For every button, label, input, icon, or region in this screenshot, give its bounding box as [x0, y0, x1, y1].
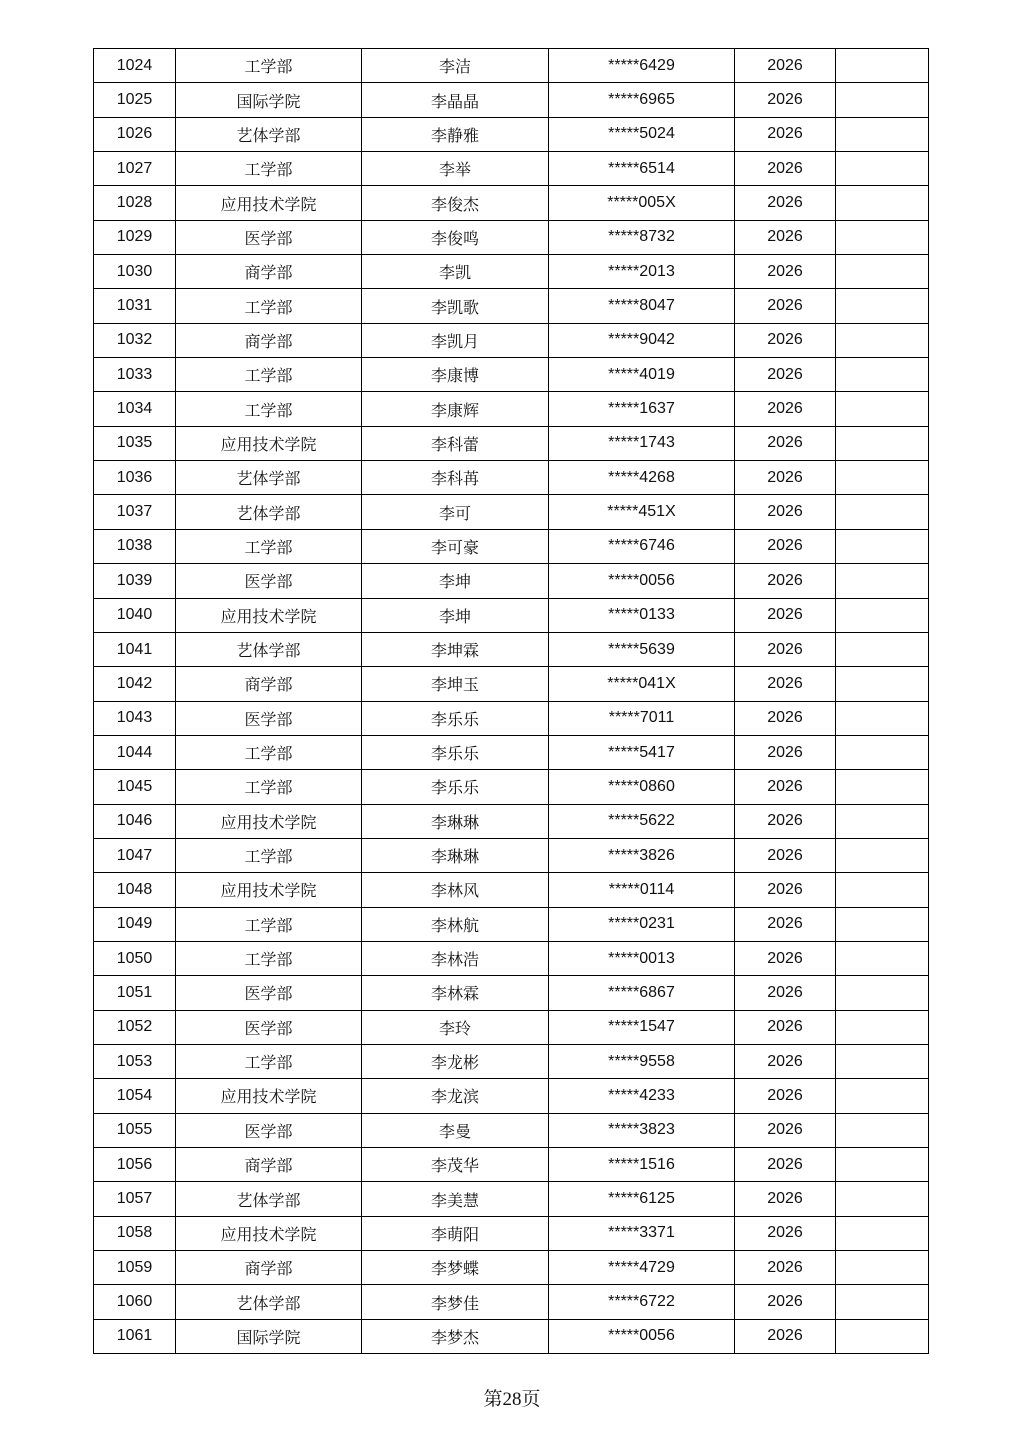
id-number-cell: *****3826 [549, 838, 735, 872]
year-cell: 2026 [735, 461, 836, 495]
id-number-cell: *****451X [549, 495, 735, 529]
student-name-cell: 李琳琳 [362, 804, 549, 838]
id-number-cell: *****7011 [549, 701, 735, 735]
student-name-cell: 李林风 [362, 873, 549, 907]
department-cell: 医学部 [176, 1010, 362, 1044]
row-number: 1024 [94, 49, 176, 83]
remarks-cell [836, 598, 929, 632]
row-number: 1047 [94, 838, 176, 872]
table-row [94, 495, 929, 529]
row-number: 1043 [94, 701, 176, 735]
remarks-cell [836, 1079, 929, 1113]
year-cell: 2026 [735, 529, 836, 563]
table-row [94, 529, 929, 563]
id-number-cell: *****0056 [549, 564, 735, 598]
remarks-cell [836, 358, 929, 392]
department-cell: 艺体学部 [176, 117, 362, 151]
department-cell: 艺体学部 [176, 495, 362, 529]
table-row [94, 735, 929, 769]
id-number-cell: *****1637 [549, 392, 735, 426]
student-name-cell: 李龙滨 [362, 1079, 549, 1113]
table-row [94, 804, 929, 838]
year-cell: 2026 [735, 1079, 836, 1113]
student-name-cell: 李可 [362, 495, 549, 529]
year-cell: 2026 [735, 907, 836, 941]
table-row [94, 255, 929, 289]
department-cell: 应用技术学院 [176, 598, 362, 632]
year-cell: 2026 [735, 735, 836, 769]
remarks-cell [836, 117, 929, 151]
student-name-cell: 李乐乐 [362, 701, 549, 735]
year-cell: 2026 [735, 838, 836, 872]
remarks-cell [836, 667, 929, 701]
id-number-cell: *****6514 [549, 152, 735, 186]
row-number: 1050 [94, 941, 176, 975]
department-cell: 工学部 [176, 941, 362, 975]
student-name-cell: 李举 [362, 152, 549, 186]
table-row [94, 941, 929, 975]
student-name-cell: 李梦佳 [362, 1285, 549, 1319]
student-name-cell: 李康辉 [362, 392, 549, 426]
department-cell: 商学部 [176, 1148, 362, 1182]
id-number-cell: *****4268 [549, 461, 735, 495]
department-cell: 商学部 [176, 323, 362, 357]
table-row [94, 426, 929, 460]
department-cell: 医学部 [176, 976, 362, 1010]
row-number: 1049 [94, 907, 176, 941]
year-cell: 2026 [735, 667, 836, 701]
id-number-cell: *****5417 [549, 735, 735, 769]
table-row [94, 186, 929, 220]
student-name-cell: 李萌阳 [362, 1216, 549, 1250]
row-number: 1053 [94, 1044, 176, 1078]
student-name-cell: 李科苒 [362, 461, 549, 495]
id-number-cell: *****0114 [549, 873, 735, 907]
remarks-cell [836, 289, 929, 323]
remarks-cell [836, 1044, 929, 1078]
id-number-cell: *****2013 [549, 255, 735, 289]
id-number-cell: *****0860 [549, 770, 735, 804]
year-cell: 2026 [735, 152, 836, 186]
student-name-cell: 李科蕾 [362, 426, 549, 460]
id-number-cell: *****9042 [549, 323, 735, 357]
department-cell: 商学部 [176, 1251, 362, 1285]
department-cell: 工学部 [176, 838, 362, 872]
student-name-cell: 李梦蝶 [362, 1251, 549, 1285]
id-number-cell: *****1516 [549, 1148, 735, 1182]
student-name-cell: 李凯 [362, 255, 549, 289]
remarks-cell [836, 804, 929, 838]
table-row [94, 323, 929, 357]
year-cell: 2026 [735, 804, 836, 838]
remarks-cell [836, 186, 929, 220]
department-cell: 国际学院 [176, 83, 362, 117]
table-row [94, 1319, 929, 1353]
student-name-cell: 李洁 [362, 49, 549, 83]
student-name-cell: 李康博 [362, 358, 549, 392]
roster-body [94, 49, 929, 1354]
id-number-cell: *****9558 [549, 1044, 735, 1078]
year-cell: 2026 [735, 976, 836, 1010]
year-cell: 2026 [735, 323, 836, 357]
row-number: 1045 [94, 770, 176, 804]
table-row [94, 1113, 929, 1147]
table-row [94, 220, 929, 254]
student-name-cell: 李龙彬 [362, 1044, 549, 1078]
row-number: 1028 [94, 186, 176, 220]
year-cell: 2026 [735, 632, 836, 666]
row-number: 1056 [94, 1148, 176, 1182]
department-cell: 商学部 [176, 255, 362, 289]
row-number: 1034 [94, 392, 176, 426]
row-number: 1025 [94, 83, 176, 117]
student-name-cell: 李乐乐 [362, 770, 549, 804]
id-number-cell: *****0133 [549, 598, 735, 632]
row-number: 1037 [94, 495, 176, 529]
remarks-cell [836, 701, 929, 735]
student-name-cell: 李凯歌 [362, 289, 549, 323]
page-number: 第28页 [483, 1389, 541, 1410]
remarks-cell [836, 1216, 929, 1250]
department-cell: 医学部 [176, 220, 362, 254]
id-number-cell: *****8732 [549, 220, 735, 254]
remarks-cell [836, 1010, 929, 1044]
row-number: 1027 [94, 152, 176, 186]
row-number: 1044 [94, 735, 176, 769]
remarks-cell [836, 220, 929, 254]
remarks-cell [836, 735, 929, 769]
table-row [94, 1216, 929, 1250]
year-cell: 2026 [735, 701, 836, 735]
id-number-cell: *****4019 [549, 358, 735, 392]
row-number: 1057 [94, 1182, 176, 1216]
student-name-cell: 李茂华 [362, 1148, 549, 1182]
department-cell: 艺体学部 [176, 461, 362, 495]
student-name-cell: 李林浩 [362, 941, 549, 975]
student-name-cell: 李可豪 [362, 529, 549, 563]
remarks-cell [836, 152, 929, 186]
remarks-cell [836, 1251, 929, 1285]
remarks-cell [836, 255, 929, 289]
student-name-cell: 李美慧 [362, 1182, 549, 1216]
department-cell: 医学部 [176, 1113, 362, 1147]
year-cell: 2026 [735, 117, 836, 151]
year-cell: 2026 [735, 1010, 836, 1044]
department-cell: 应用技术学院 [176, 1216, 362, 1250]
remarks-cell [836, 529, 929, 563]
student-name-cell: 李梦杰 [362, 1319, 549, 1353]
student-name-cell: 李玲 [362, 1010, 549, 1044]
id-number-cell: *****6722 [549, 1285, 735, 1319]
year-cell: 2026 [735, 220, 836, 254]
year-cell: 2026 [735, 873, 836, 907]
year-cell: 2026 [735, 770, 836, 804]
row-number: 1033 [94, 358, 176, 392]
year-cell: 2026 [735, 1216, 836, 1250]
table-row [94, 1182, 929, 1216]
student-name-cell: 李林霖 [362, 976, 549, 1010]
table-row [94, 701, 929, 735]
remarks-cell [836, 632, 929, 666]
department-cell: 医学部 [176, 564, 362, 598]
id-number-cell: *****6125 [549, 1182, 735, 1216]
row-number: 1035 [94, 426, 176, 460]
remarks-cell [836, 873, 929, 907]
department-cell: 艺体学部 [176, 1182, 362, 1216]
student-name-cell: 李晶晶 [362, 83, 549, 117]
year-cell: 2026 [735, 49, 836, 83]
table-row [94, 1044, 929, 1078]
id-number-cell: *****0231 [549, 907, 735, 941]
id-number-cell: *****4729 [549, 1251, 735, 1285]
remarks-cell [836, 907, 929, 941]
row-number: 1026 [94, 117, 176, 151]
remarks-cell [836, 323, 929, 357]
department-cell: 艺体学部 [176, 1285, 362, 1319]
year-cell: 2026 [735, 186, 836, 220]
department-cell: 工学部 [176, 49, 362, 83]
student-name-cell: 李俊杰 [362, 186, 549, 220]
student-name-cell: 李林航 [362, 907, 549, 941]
remarks-cell [836, 976, 929, 1010]
id-number-cell: *****8047 [549, 289, 735, 323]
id-number-cell: *****1743 [549, 426, 735, 460]
student-name-cell: 李坤玉 [362, 667, 549, 701]
table-row [94, 1285, 929, 1319]
student-name-cell: 李琳琳 [362, 838, 549, 872]
student-roster-table [93, 48, 929, 1354]
department-cell: 应用技术学院 [176, 426, 362, 460]
department-cell: 工学部 [176, 529, 362, 563]
year-cell: 2026 [735, 598, 836, 632]
remarks-cell [836, 941, 929, 975]
row-number: 1032 [94, 323, 176, 357]
year-cell: 2026 [735, 426, 836, 460]
department-cell: 国际学院 [176, 1319, 362, 1353]
year-cell: 2026 [735, 1113, 836, 1147]
id-number-cell: *****041X [549, 667, 735, 701]
year-cell: 2026 [735, 941, 836, 975]
year-cell: 2026 [735, 289, 836, 323]
year-cell: 2026 [735, 358, 836, 392]
table-row [94, 873, 929, 907]
remarks-cell [836, 426, 929, 460]
year-cell: 2026 [735, 255, 836, 289]
remarks-cell [836, 49, 929, 83]
row-number: 1052 [94, 1010, 176, 1044]
row-number: 1031 [94, 289, 176, 323]
table-row [94, 770, 929, 804]
row-number: 1040 [94, 598, 176, 632]
id-number-cell: *****0013 [549, 941, 735, 975]
id-number-cell: *****005X [549, 186, 735, 220]
department-cell: 艺体学部 [176, 632, 362, 666]
department-cell: 应用技术学院 [176, 804, 362, 838]
id-number-cell: *****6965 [549, 83, 735, 117]
row-number: 1029 [94, 220, 176, 254]
table-row [94, 83, 929, 117]
table-row [94, 976, 929, 1010]
student-name-cell: 李乐乐 [362, 735, 549, 769]
row-number: 1048 [94, 873, 176, 907]
id-number-cell: *****4233 [549, 1079, 735, 1113]
year-cell: 2026 [735, 83, 836, 117]
id-number-cell: *****3371 [549, 1216, 735, 1250]
row-number: 1061 [94, 1319, 176, 1353]
table-row [94, 1148, 929, 1182]
row-number: 1042 [94, 667, 176, 701]
table-row [94, 907, 929, 941]
department-cell: 应用技术学院 [176, 1079, 362, 1113]
department-cell: 医学部 [176, 701, 362, 735]
student-name-cell: 李凯月 [362, 323, 549, 357]
department-cell: 工学部 [176, 289, 362, 323]
department-cell: 工学部 [176, 152, 362, 186]
row-number: 1030 [94, 255, 176, 289]
student-name-cell: 李静雅 [362, 117, 549, 151]
year-cell: 2026 [735, 392, 836, 426]
id-number-cell: *****0056 [549, 1319, 735, 1353]
table-row [94, 564, 929, 598]
id-number-cell: *****3823 [549, 1113, 735, 1147]
table-row [94, 667, 929, 701]
department-cell: 工学部 [176, 907, 362, 941]
row-number: 1058 [94, 1216, 176, 1250]
remarks-cell [836, 838, 929, 872]
table-row [94, 1010, 929, 1044]
id-number-cell: *****5639 [549, 632, 735, 666]
table-row [94, 632, 929, 666]
department-cell: 工学部 [176, 1044, 362, 1078]
remarks-cell [836, 1182, 929, 1216]
table-row [94, 392, 929, 426]
row-number: 1054 [94, 1079, 176, 1113]
remarks-cell [836, 461, 929, 495]
department-cell: 工学部 [176, 392, 362, 426]
year-cell: 2026 [735, 495, 836, 529]
row-number: 1051 [94, 976, 176, 1010]
department-cell: 商学部 [176, 667, 362, 701]
table-row [94, 49, 929, 83]
row-number: 1039 [94, 564, 176, 598]
remarks-cell [836, 564, 929, 598]
row-number: 1055 [94, 1113, 176, 1147]
row-number: 1038 [94, 529, 176, 563]
department-cell: 应用技术学院 [176, 873, 362, 907]
table-row [94, 598, 929, 632]
student-name-cell: 李坤霖 [362, 632, 549, 666]
remarks-cell [836, 392, 929, 426]
year-cell: 2026 [735, 1319, 836, 1353]
year-cell: 2026 [735, 1044, 836, 1078]
id-number-cell: *****5024 [549, 117, 735, 151]
table-row [94, 838, 929, 872]
student-name-cell: 李曼 [362, 1113, 549, 1147]
table-row [94, 152, 929, 186]
student-name-cell: 李坤 [362, 598, 549, 632]
student-name-cell: 李坤 [362, 564, 549, 598]
table-row [94, 289, 929, 323]
remarks-cell [836, 1285, 929, 1319]
table-row [94, 117, 929, 151]
remarks-cell [836, 770, 929, 804]
remarks-cell [836, 83, 929, 117]
year-cell: 2026 [735, 564, 836, 598]
year-cell: 2026 [735, 1251, 836, 1285]
row-number: 1036 [94, 461, 176, 495]
id-number-cell: *****6746 [549, 529, 735, 563]
remarks-cell [836, 1148, 929, 1182]
year-cell: 2026 [735, 1285, 836, 1319]
table-row [94, 461, 929, 495]
table-row [94, 1251, 929, 1285]
year-cell: 2026 [735, 1182, 836, 1216]
department-cell: 工学部 [176, 735, 362, 769]
id-number-cell: *****1547 [549, 1010, 735, 1044]
remarks-cell [836, 495, 929, 529]
student-name-cell: 李俊鸣 [362, 220, 549, 254]
department-cell: 应用技术学院 [176, 186, 362, 220]
row-number: 1060 [94, 1285, 176, 1319]
remarks-cell [836, 1319, 929, 1353]
department-cell: 工学部 [176, 358, 362, 392]
remarks-cell [836, 1113, 929, 1147]
row-number: 1059 [94, 1251, 176, 1285]
year-cell: 2026 [735, 1148, 836, 1182]
row-number: 1041 [94, 632, 176, 666]
id-number-cell: *****6429 [549, 49, 735, 83]
id-number-cell: *****6867 [549, 976, 735, 1010]
department-cell: 工学部 [176, 770, 362, 804]
id-number-cell: *****5622 [549, 804, 735, 838]
table-row [94, 1079, 929, 1113]
row-number: 1046 [94, 804, 176, 838]
table-row [94, 358, 929, 392]
